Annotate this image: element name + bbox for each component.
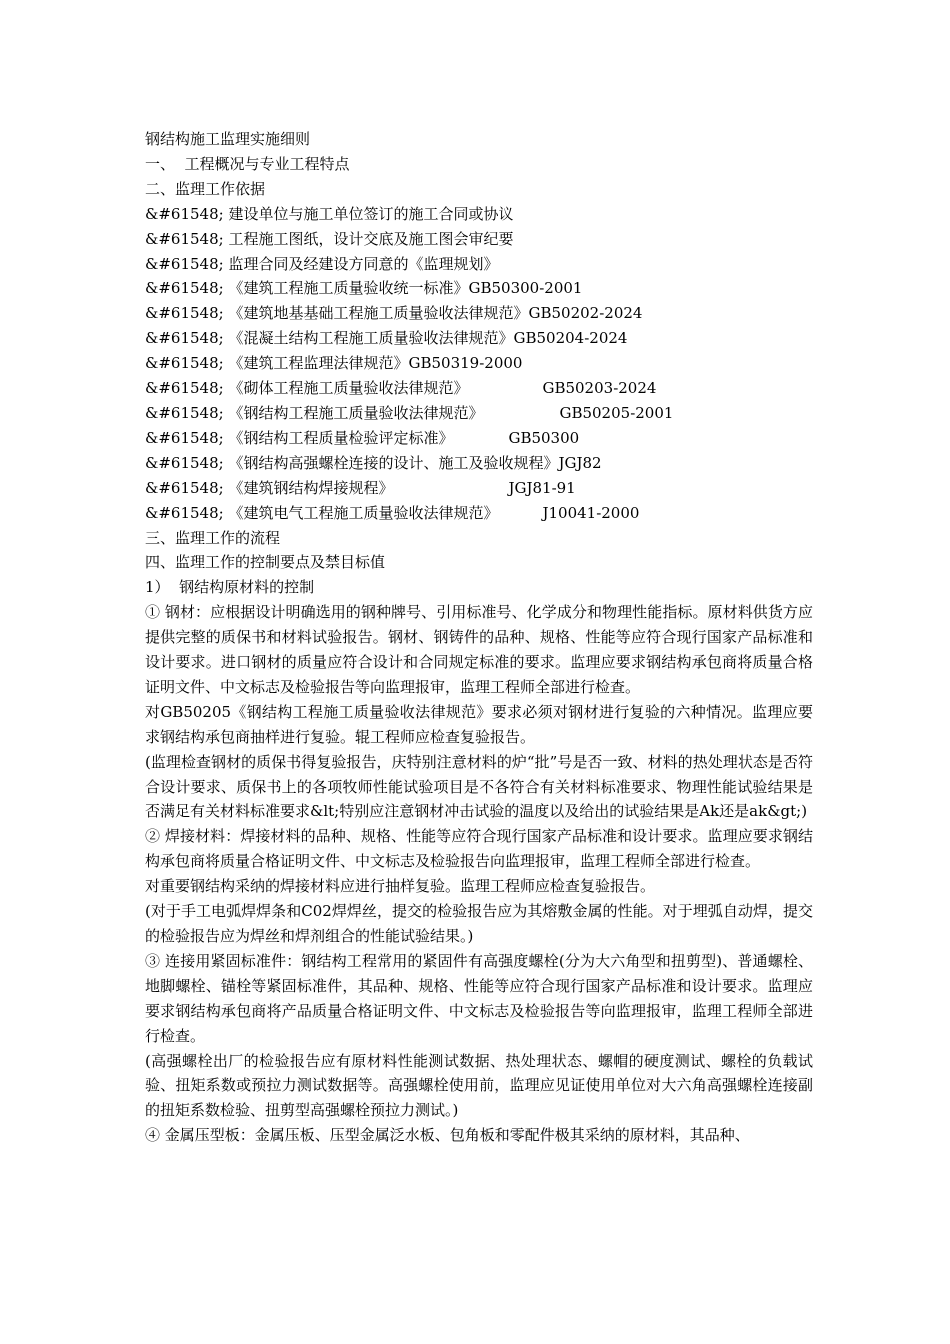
- standard-code: GB50202-2024: [528, 304, 643, 323]
- basis-item-text: 工程施工图纸，设计交底及施工图会审纪要: [228, 229, 514, 248]
- bullet-code: &#61548;: [145, 329, 229, 348]
- section-heading-2: 二、监理工作依据: [145, 179, 266, 198]
- standard-item: [145, 501, 813, 526]
- standard-item: [145, 301, 813, 326]
- standard-code: GB50205-2001: [559, 403, 674, 422]
- paragraph-metal-panels: ④ 金属压型板：金属压板、压型金属泛水板、包角板和零配件极其采纳的原材料，其品种、: [145, 1126, 750, 1145]
- standard-item: [145, 401, 813, 426]
- standard-title: 《建筑电气工程施工质量验收法律规范》: [228, 503, 499, 522]
- standard-title: 《建筑钢结构焊接规程》: [228, 478, 394, 497]
- standard-title: 《钢结构工程质量检验评定标准》: [228, 428, 454, 447]
- subsection-heading: 1） 钢结构原材料的控制: [145, 578, 315, 597]
- standard-item: [145, 426, 813, 451]
- bullet-code: &#61548;: [145, 403, 229, 422]
- standard-title: 《钢结构工程施工质量验收法律规范》: [228, 403, 484, 422]
- basis-item: [145, 252, 813, 277]
- bullet-code: &#61548;: [145, 428, 229, 447]
- basis-item: [145, 227, 813, 252]
- bullet-code: &#61548;: [145, 478, 229, 497]
- document-page: [145, 127, 813, 1148]
- section-heading-1: 一、 工程概况与专业工程特点: [145, 154, 350, 173]
- section-heading-3: 三、监理工作的流程: [145, 528, 281, 547]
- bullet-code: &#61548;: [145, 204, 229, 223]
- standard-code: GB50319-2000: [408, 354, 523, 373]
- standard-item: [145, 476, 813, 501]
- standard-item: [145, 276, 813, 301]
- standard-code: GB50204-2024: [513, 329, 628, 348]
- basis-item-text: 建设单位与施工单位签订的施工合同或协议: [228, 204, 514, 223]
- paragraph-welding: ② 焊接材料：焊接材料的品种、规格、性能等应符合现行国家产品标准和设计要求。监理应要求钢结构承包商将质量合格证明文件、中文标志及检验报告向监理报审，监理工程师全部进行检查。: [145, 827, 813, 871]
- standard-code: J10041-2000: [542, 503, 640, 522]
- standard-title: 《建筑工程监理法律规范》: [228, 354, 409, 373]
- paragraph-fasteners-note: (高强螺栓出厂的检验报告应有原材料性能测试数据、热处理状态、螺帽的硬度测试、螺栓的负载试验、扭矩系数或预拉力测试数据等。高强螺栓使用前，监理应见证使用单位对大六角高强螺栓连接副的扭矩系数检验、扭剪型高强螺栓预拉力测试。): [145, 1051, 813, 1120]
- paragraph-steel-note: (监理检查钢材的质保书得复验报告，庆特别注意材料的炉“批”号是否一致、材料的热处理状态是否符合设计要求、质保书上的各项牧师性能试验项目是不各符合有关材料标准要求、物理性能试验结果是否满足有关材料标准要求&lt;特别应注意钢材冲击试验的温度以及给出的试验结果是Ak还是ak&gt;): [145, 752, 813, 821]
- standard-item: [145, 326, 813, 351]
- bullet-code: &#61548;: [145, 254, 229, 273]
- bullet-code: &#61548;: [145, 503, 229, 522]
- bullet-code: &#61548;: [145, 379, 229, 398]
- bullet-code: &#61548;: [145, 453, 229, 472]
- standard-item: [145, 351, 813, 376]
- standard-code: GB50203-2024: [542, 379, 657, 398]
- standard-item: [145, 451, 813, 476]
- paragraph-fasteners: ③ 连接用紧固标准件：钢结构工程常用的紧固件有高强度螺栓(分为大六角型和扭剪型)、普通螺栓、地脚螺栓、锚栓等紧固标准件，其品种、规格、性能等应符合现行国家产品标准和设计要求。监理应要求钢结构承包商将产品质量合格证明文件、中文标志及检验报告等向监理报审，监理工程师全部进行检查。: [145, 951, 813, 1045]
- paragraph-welding-recheck: 对重要钢结构采纳的焊接材料应进行抽样复验。监理工程师应检查复验报告。: [145, 877, 656, 896]
- standard-title: 《建筑工程施工质量验收统一标准》: [228, 279, 469, 298]
- standard-item: [145, 376, 813, 401]
- bullet-code: &#61548;: [145, 229, 229, 248]
- paragraph-steel: ① 钢材：应根据设计明确选用的钢种牌号、引用标准号、化学成分和物理性能指标。原材料供货方应提供完整的质保书和材料试验报告。钢材、钢铸件的品种、规格、性能等应符合现行国家产品标准和设计要求。进口钢材的质量应符合设计和合同规定标准的要求。监理应要求钢结构承包商将质量合格证明文件、中文标志及检验报告等向监理报审，监理工程师全部进行检查。: [145, 603, 813, 696]
- standard-code: GB50300-2001: [468, 279, 583, 298]
- standard-code: JGJ81-91: [508, 478, 576, 497]
- basis-item-text: 监理合同及经建设方同意的《监理规划》: [228, 254, 499, 273]
- document-title: 钢结构施工监理实施细则: [145, 130, 311, 148]
- standard-title: 《钢结构高强螺栓连接的设计、施工及验收规程》: [228, 453, 559, 472]
- standard-title: 《砌体工程施工质量验收法律规范》: [228, 379, 469, 398]
- paragraph-welding-note: (对于手工电弧焊焊条和C02焊焊丝，提交的检验报告应为其熔敷金属的性能。对于埋弧自动焊，提交的检验报告应为焊丝和焊剂组合的性能试验结果。): [145, 902, 813, 945]
- paragraph-steel-recheck: 对GB50205《钢结构工程施工质量验收法律规范》要求必须对钢材进行复验的六种情况。监理应要求钢结构承包商抽样进行复验。辊工程师应检查复验报告。: [145, 702, 813, 746]
- bullet-code: &#61548;: [145, 304, 229, 323]
- standard-title: 《混凝土结构工程施工质量验收法律规范》: [228, 329, 514, 348]
- bullet-code: &#61548;: [145, 279, 229, 298]
- section-heading-4: 四、监理工作的控制要点及禁目标值: [145, 553, 386, 572]
- bullet-code: &#61548;: [145, 354, 229, 373]
- standard-code: JGJ82: [558, 453, 602, 472]
- standard-title: 《建筑地基基础工程施工质量验收法律规范》: [228, 304, 529, 323]
- standard-code: GB50300: [508, 428, 580, 447]
- basis-item: [145, 202, 813, 227]
